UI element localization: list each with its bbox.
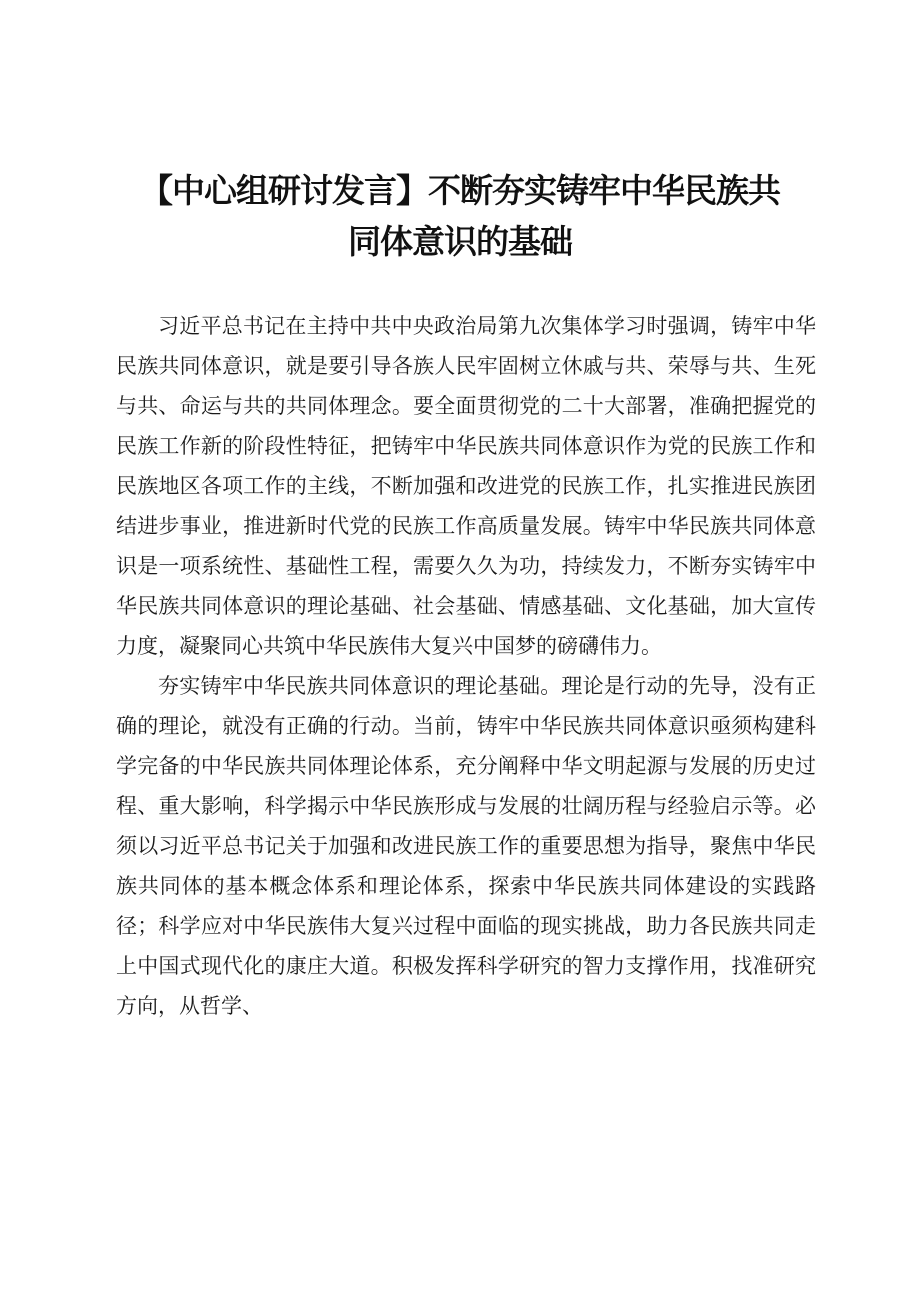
title-line-1: 【中心组研讨发言】不断夯实铸牢中华民族共 [140, 171, 780, 210]
paragraph-1: 习近平总书记在主持中共中央政治局第九次集体学习时强调，铸牢中华民族共同体意识，就是要引导各族人民牢固树立休戚与共、荣辱与共、生死与共、命运与共的共同体理念。要全面贯彻党的二十大部署，准确把握党的民族工作新的阶段性特征，把铸牢中华民族共同体意识作为党的民族工作和民族地区各项工作的主线，不断加强和改进党的民族工作，扎实推进民族团结进步事业，推进新时代党的民族工作高质量发展。铸牢中华民族共同体意识是一项系统性、基础性工程，需要久久为功，持续发力，不断夯实铸牢中华民族共同体意识的理论基础、社会基础、情感基础、文化基础，加大宣传力度，凝聚同心共筑中华民族伟大复兴中国梦的磅礴伟力。 [116, 314, 816, 658]
document-body [116, 306, 816, 1026]
paragraph-2: 夯实铸牢中华民族共同体意识的理论基础。理论是行动的先导，没有正确的理论，就没有正确的行动。当前，铸牢中华民族共同体意识亟须构建科学完备的中华民族共同体理论体系，充分阐释中华文明起源与发展的历史过程、重大影响，科学揭示中华民族形成与发展的壮阔历程与经验启示等。必须以习近平总书记关于加强和改进民族工作的重要思想为指导，聚焦中华民族共同体的基本概念体系和理论体系，探索中华民族共同体建设的实践路径；科学应对中华民族伟大复兴过程中面临的现实挑战，助力各民族共同走上中国式现代化的康庄大道。积极发挥科学研究的智力支撑作用，找准研究方向，从哲学、 [116, 674, 816, 1018]
title-line-2: 同体意识的基础 [348, 222, 572, 261]
document-title [100, 165, 820, 267]
